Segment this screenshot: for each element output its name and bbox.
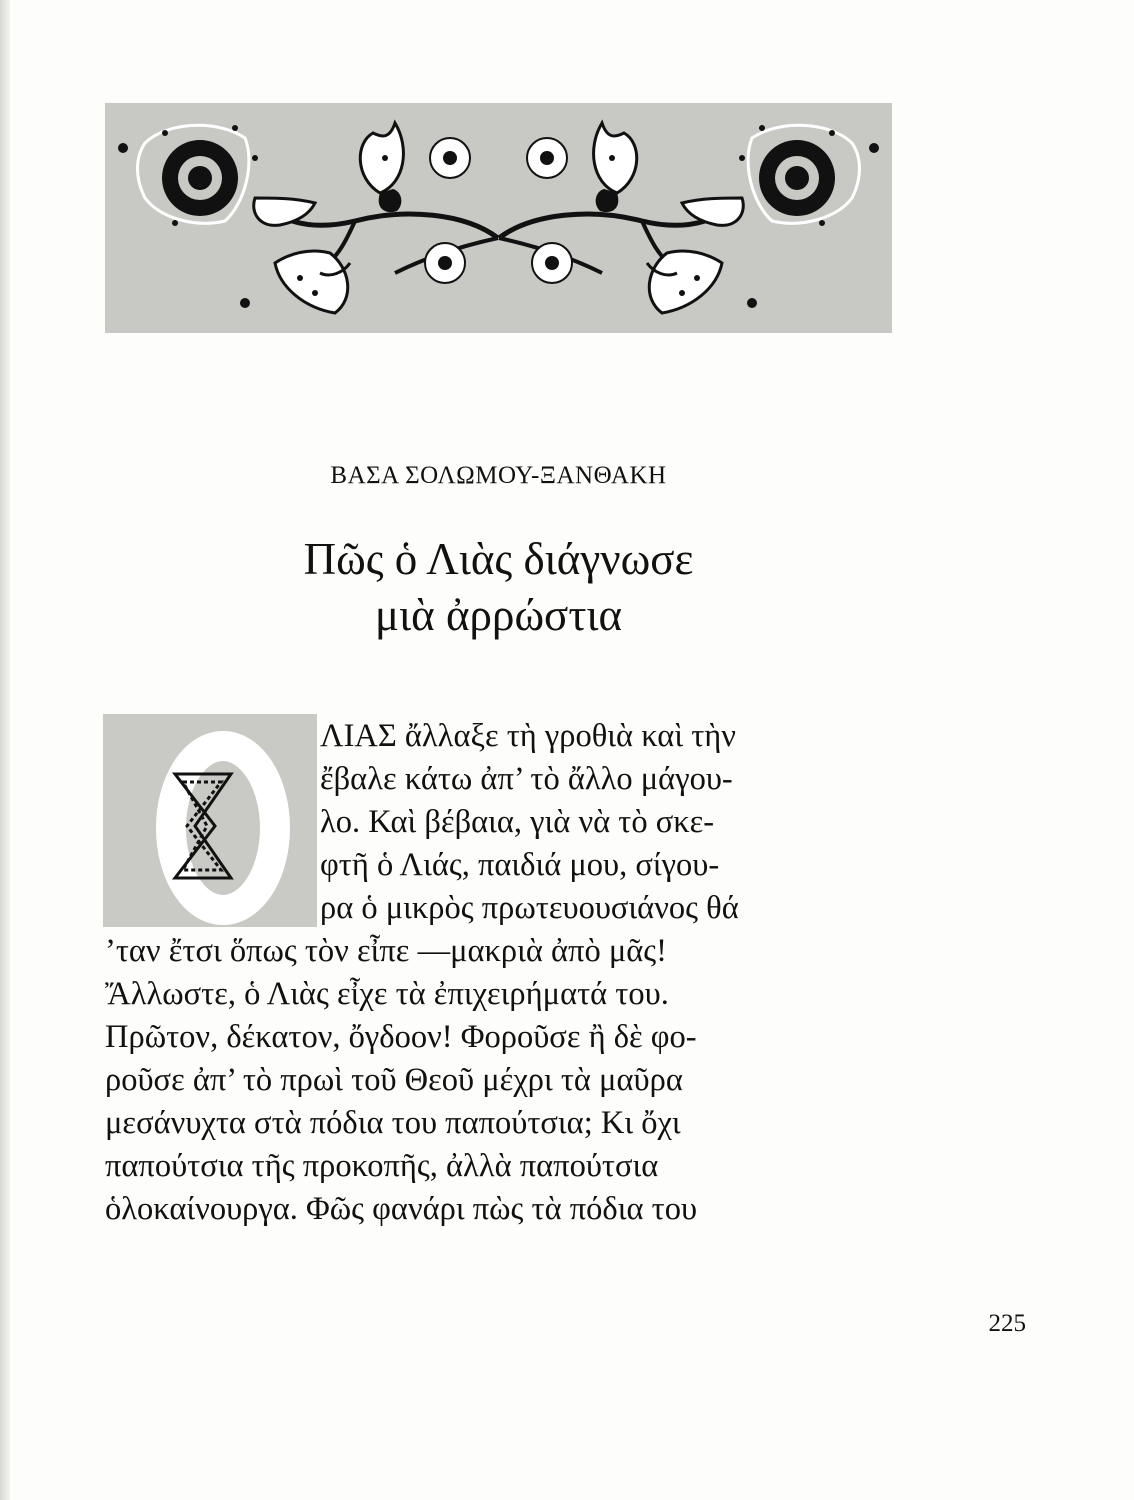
body-line-10: μεσάνυχτα στὰ πόδια του παπούτσια; Κι ὄχι xyxy=(105,1105,681,1141)
drop-cap-ornament-icon xyxy=(103,714,317,927)
body-line-2: ἔβαλε κάτω ἀπ’ τὸ ἄλλο μάγου- xyxy=(320,761,733,797)
body-line-9: ροῦσε ἀπ’ τὸ πρωὶ τοῦ Θεοῦ μέχρι τὰ μαῦρα xyxy=(105,1062,683,1098)
drop-cap-omicron xyxy=(103,714,317,927)
body-line-12: ὁλοκαίνουργα. Φῶς φανάρι πὼς τὰ πόδια του xyxy=(105,1191,698,1227)
body-line-6: ’ταν ἔτσι ὅπως τὸν εἶπε —μακριὰ ἀπὸ μᾶς! xyxy=(105,933,667,969)
body-line-5: ρα ὁ μικρὸς πρωτευουσιάνος θά xyxy=(320,890,739,926)
chapter-title-line-1: Πῶς ὁ Λιὰς διάγνωσε xyxy=(303,534,694,584)
body-line-7: Ἄλλωστε, ὁ Λιὰς εἶχε τὰ ἐπιχειρήματά του. xyxy=(105,976,669,1012)
chapter-title xyxy=(105,531,892,643)
body-line-1: ΛΙΑΣ ἄλλαξε τὴ γροθιὰ καὶ τὴν xyxy=(320,718,736,754)
body-line-11: παπούτσια τῆς προκοπῆς, ἀλλὰ παπούτσια xyxy=(105,1148,659,1184)
body-line-3: λο. Καὶ βέβαια, γιὰ νὰ τὸ σκε- xyxy=(320,804,715,840)
page-edge xyxy=(0,0,10,1500)
floral-ornament-icon xyxy=(105,103,892,333)
page-number: 225 xyxy=(988,1310,1026,1337)
body-line-8: Πρῶτον, δέκατον, ὄγδοον! Φοροῦσε ἢ δὲ φο- xyxy=(105,1019,697,1055)
chapter-title-line-2: μιὰ ἀρρώστια xyxy=(374,590,623,640)
floral-ornament-banner xyxy=(105,103,892,333)
body-line-4: φτῆ ὁ Λιάς, παιδιά μου, σίγου- xyxy=(320,847,720,883)
author-name: ΒΑΣΑ ΣΟΛΩΜΟΥ-ΞΑΝΘΑΚΗ xyxy=(330,462,667,489)
